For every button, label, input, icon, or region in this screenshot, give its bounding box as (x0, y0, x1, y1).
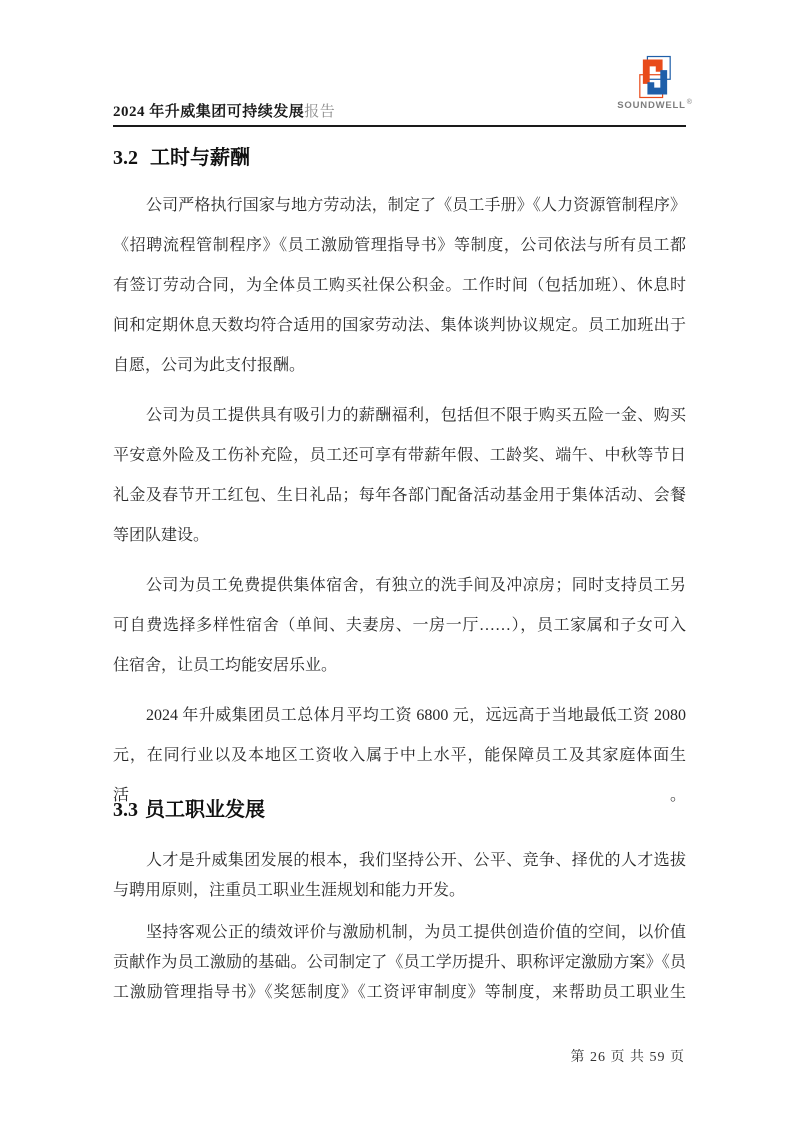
page-number: 第 26 页 共 59 页 (570, 1050, 685, 1065)
paragraph-line: 有签订劳动合同，为全体员工购买社保公积金。工作时间（包括加班）、休息时 (113, 277, 686, 294)
paragraph-line: 自愿，公司为此支付报酬。 (113, 357, 306, 374)
paragraph-line: 贡献作为员工激励的基础。公司制定了《员工学历提升、职称评定激励方案》《员 (113, 954, 686, 971)
paragraph-line: 等团队建设。 (113, 527, 210, 544)
section-3-3-body (113, 846, 686, 1020)
doc-title-suffix: 报告 (304, 104, 336, 120)
paragraph-line: 公司严格执行国家与地方劳动法，制定了《员工手册》《人力资源管制程序》 (146, 197, 686, 214)
paragraph-line: 间和定期休息天数均符合适用的国家劳动法、集体谈判协议规定。员工加班出于 (113, 317, 686, 334)
registered-mark-icon: ® (686, 99, 693, 106)
logo-brand (616, 101, 694, 111)
section-title: 员工职业发展 (145, 799, 265, 821)
doc-title (113, 100, 335, 121)
paragraph (113, 918, 686, 1008)
paragraph (113, 846, 686, 906)
soundwell-logo-icon (632, 55, 678, 99)
paragraph-line: 公司为员工提供具有吸引力的薪酬福利，包括但不限于购买五险一金、购买 (146, 407, 686, 424)
section-title: 工时与薪酬 (150, 147, 250, 169)
doc-title-main: 2024 年升威集团可持续发展 (113, 104, 305, 120)
paragraph (113, 186, 686, 386)
logo-brand-text: SOUNDWELL (617, 100, 686, 111)
paragraph-line: 坚持客观公正的绩效评价与激励机制，为员工提供创造价值的空间，以价值 (146, 924, 686, 941)
paragraph-line: 工激励管理指导书》《奖惩制度》《工资评审制度》等制度，来帮助员工职业生 (113, 984, 686, 1001)
paragraph-line: 公司为员工免费提供集体宿舍，有独立的洗手间及冲凉房；同时支持员工另 (146, 577, 686, 594)
paragraph-line: 人才是升威集团发展的根本，我们坚持公开、公平、竞争、择优的人才选拔 (146, 852, 686, 869)
page-footer (571, 1046, 686, 1066)
section-number: 3.3 (113, 799, 138, 821)
section-3-2-body (113, 186, 686, 826)
section-heading-3-3 (113, 793, 265, 822)
paragraph-line: 平安意外险及工伤补充险，员工还可享有带薪年假、工龄奖、端午、中秋等节日 (113, 447, 686, 464)
company-logo (616, 55, 694, 111)
paragraph-line: 《招聘流程管制程序》《员工激励管理指导书》等制度，公司依法与所有员工都 (113, 237, 686, 254)
header-rule (113, 125, 686, 127)
paragraph-line: 可自费选择多样性宿舍（单间、夫妻房、一房一厅……），员工家属和子女可入 (113, 617, 686, 634)
paragraph (113, 396, 686, 556)
paragraph (113, 566, 686, 686)
section-heading-3-2 (113, 141, 250, 170)
paragraph-line: 与聘用原则，注重员工职业生涯规划和能力开发。 (113, 882, 466, 899)
section-number: 3.2 (113, 147, 138, 169)
paragraph-line: 礼金及春节开工红包、生日礼品；每年各部门配备活动基金用于集体活动、会餐 (113, 487, 686, 504)
paragraph-line: 元，在同行业以及本地区工资收入属于中上水平，能保障员工及其家庭体面生活。 (113, 747, 686, 804)
paragraph-line: 住宿舍，让员工均能安居乐业。 (113, 657, 338, 674)
paragraph-line: 2024 年升威集团员工总体月平均工资 6800 元，远远高于当地最低工资 2080 (146, 707, 686, 724)
